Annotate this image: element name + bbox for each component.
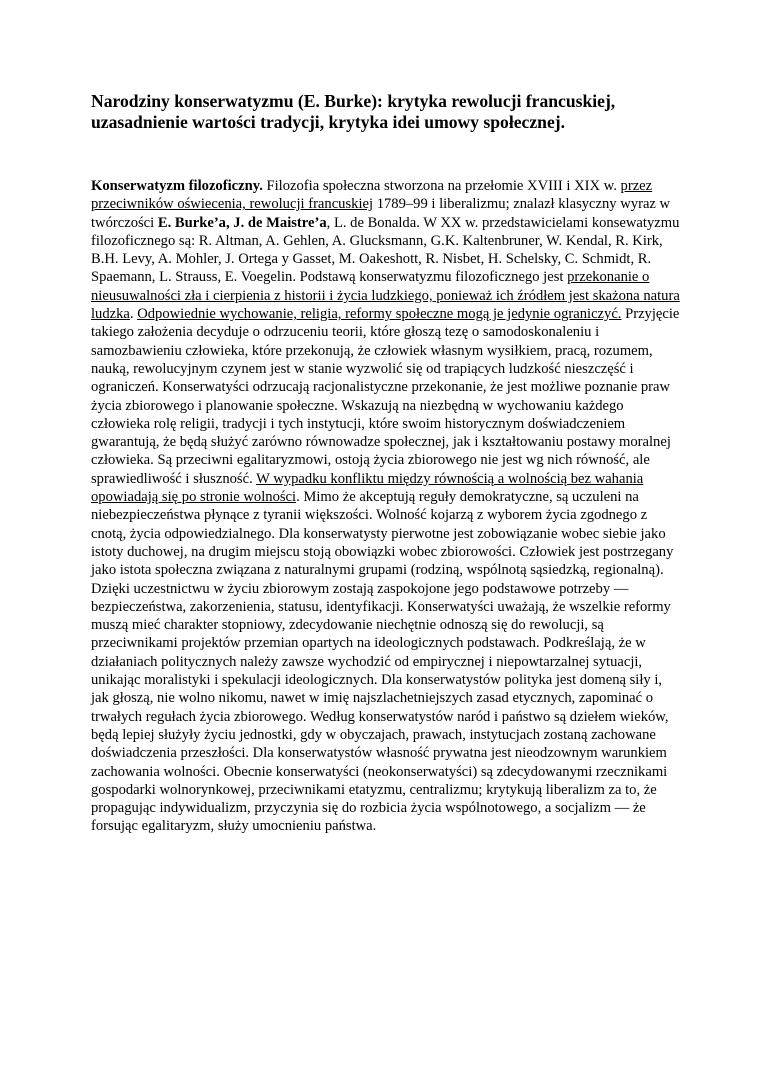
body-run: 1789–99 i liberalizmu; znalazł klasyczny wyraz w twórczości (91, 196, 671, 231)
body-run: przekonanie o nieusuwalności zła i cierpienia z historii i życia ludzkiego, ponieważ ich źródłem jest skażona natura ludzka (91, 269, 680, 323)
body-run: , L. de Bonalda. W XX w. przedstawicielami konsewatyzmu filozoficznego są: R. Altman, A. Gehlen, A. Glucksmann, G.K. Kaltenbruner, W. Kendal, R. Kirk, B.H. Levy, A. Mohler, J. Ortega y Gasset, M. Oakeshott, R. Nisbet, H. Schelsky, C. Schmidt, R. Spaemann, L. Strauss, E. Voegelin. Podstawą konserwatyzmu filozoficznego jest (91, 214, 680, 286)
body-run: Przyjęcie takiego założenia decyduje o odrzuceniu teorii, które głoszą tezę o samodoskonaleniu i samozbawieniu człowieka, które przekonują, że człowiek własnym wysiłkiem, pracą, rozumem, nauką, rewolucyjnym czynem jest w stanie wyzwolić się od trapiących ludzkość nieszczęść i ograniczeń. Konserwatyści odrzucają racjonalistyczne przekonanie, że jest możliwe poznanie praw życia zbiorowego i planowanie społeczne. Wskazują na niezbędną w wychowaniu każdego człowieka rolę religii, tradycji i tych instytucji, które swoim historycznym doświadczeniem gwarantują, że będą służyć zarówno równowadze społecznej, jak i kształtowaniu postawy moralnej człowieka. Są przeciwni egalitaryzmowi, ostoją życia zbiorowego nie jest wg nich równość, ale sprawiedliwość i słuszność. (91, 306, 680, 487)
document-body (91, 177, 681, 836)
body-run: Konserwatyzm filozoficzny. (91, 178, 263, 194)
body-run: W wypadku konfliktu między równością a wolnością bez wahania opowiadają się po stronie wolności (91, 470, 644, 506)
body-run: przez przeciwników oświecenia, rewolucji francuskiej (91, 178, 653, 213)
body-run: . (129, 306, 138, 323)
body-run: E. Burke’a, J. de Maistre’a (157, 214, 327, 231)
body-run: Odpowiednie wychowanie, religia, reformy społeczne mogą je jedynie ograniczyć. (137, 306, 622, 323)
body-run: . Mimo że akceptują reguły demokratyczne, są uczuleni na niebezpieczeństwa płynące z tyranii większości. Wolność kojarzą z wyborem życia zgodnego z cnotą, życia odpowiedzialnego. Dla konserwatysty pierwotne jest zobowiązanie wobec siebie jako istoty duchowej, na drugim miejscu stoją obowiązki wobec zbiorowości. Człowiek jest postrzegany jako istota społeczna związana z naturalnymi grupami (rodziną, wspólnotą sąsiedzką, regionalną). Dzięki uczestnictwu w życiu zbiorowym zostają zaspokojone jego podstawowe potrzeby — bezpieczeństwa, zakorzenienia, statusu, identyfikacji. Konserwatyści uważają, że wszelkie reformy muszą mieć charakter stopniowy, zdecydowanie niechętnie odnoszą się do rewolucji, są przeciwnikami projektów przemian opartych na ideologicznych podstawach. Podkreślają, że w działaniach politycznych należy zawsze wychodzić od empirycznej i niepowtarzalnej sytuacji, unikając moralistyki i spekulacji ideologicznych. Dla konserwatystów polityka jest domeną siły i, jak głoszą, nie wolno nikomu, nawet w imię najszlachetniejszych zasad etycznych, zapominać o trwałych regułach życia zbiorowego. Według konserwatystów naród i państwo są dziełem wieków, będą lepiej służyły życiu jednostki, gdy w obyczajach, prawach, instytucjach zostaną zachowane doświadczenia przeszłości. Dla konserwatystów własność prywatna jest nieodzownym warunkiem zachowania wolności. Obecnie konserwatyści (neokonserwatyści) są zdecydowanymi rzecznikami gospodarki wolnorynkowej, przeciwnikami etatyzmu, centralizmu; krytykują liberalizm za to, że propagując indywidualizm, przyczynia się do rozbicia życia wspólnotowego, a socjalizm — że forsując egalitaryzm, służy umocnieniu państwa. (91, 489, 674, 835)
document-title: Narodziny konserwatyzmu (E. Burke): krytyka rewolucji francuskiej, uzasadnienie wartości tradycji, krytyka idei umowy społecznej. (91, 91, 616, 132)
body-run: Filozofia społeczna stworzona na przełomie XVIII i XIX w. (262, 178, 621, 194)
